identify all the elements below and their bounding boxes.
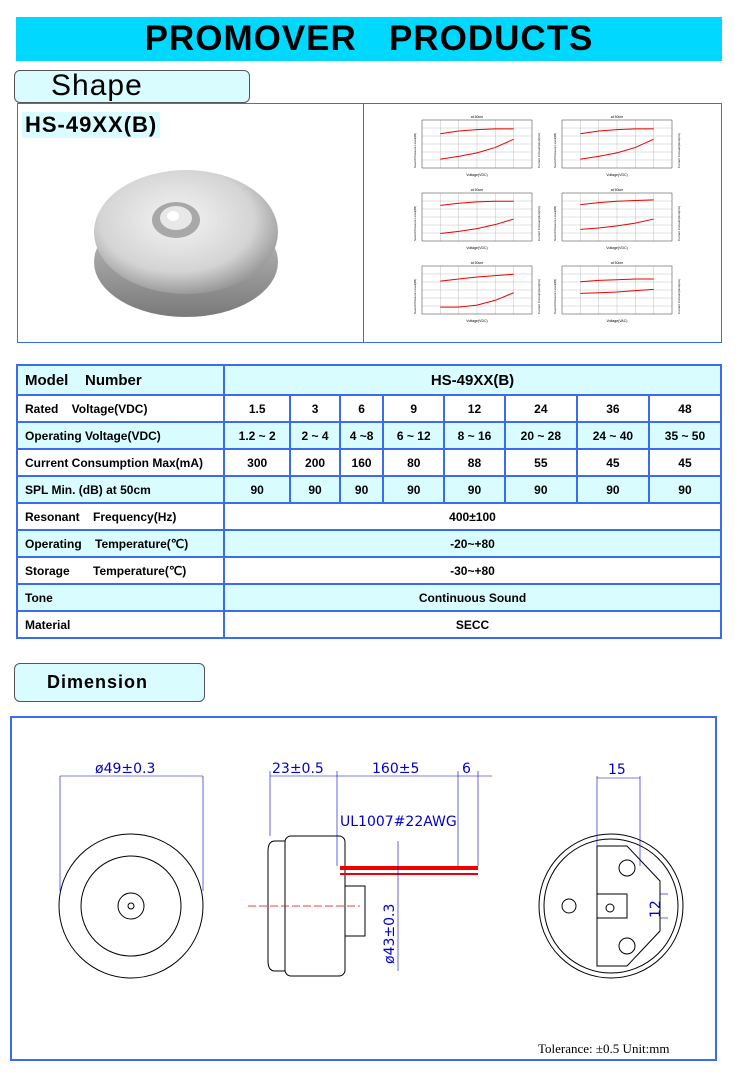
dimension-drawing bbox=[0, 716, 735, 1061]
row-value: 1.5 bbox=[224, 395, 290, 422]
graph-ylabel-right: Current Consumption(mA) bbox=[537, 205, 541, 241]
shape-section-tab bbox=[14, 70, 250, 103]
strip-length-label: 6 bbox=[462, 761, 471, 777]
row-value: 36 bbox=[577, 395, 649, 422]
performance-graphs bbox=[410, 112, 710, 337]
row-value: 3 bbox=[290, 395, 339, 422]
front-view bbox=[59, 761, 203, 978]
graph-xlabel: Voltage(VDC) bbox=[606, 246, 628, 250]
graph-ylabel-left: Sound Pressure Level(dB) bbox=[553, 132, 557, 168]
header-label: Model Number bbox=[17, 365, 224, 395]
graph-ylabel-left: Sound Pressure Level(dB) bbox=[553, 205, 557, 241]
row-label: Current Consumption Max(mA) bbox=[17, 449, 224, 476]
row-value: 24 bbox=[505, 395, 577, 422]
page-banner bbox=[16, 17, 722, 61]
graph-panel bbox=[413, 261, 541, 323]
graph-ylabel-right: Current Consumption(mA) bbox=[537, 132, 541, 168]
row-value: 9 bbox=[383, 395, 444, 422]
row-value: -20~+80 bbox=[224, 530, 721, 557]
row-value: 300 bbox=[224, 449, 290, 476]
row-value: 20 ~ 28 bbox=[505, 422, 577, 449]
row-label: Resonant Frequency(Hz) bbox=[17, 503, 224, 530]
table-row bbox=[17, 557, 721, 584]
graph-xlabel: Voltage(VDC) bbox=[466, 173, 488, 177]
model-title: HS-49XX(B) bbox=[22, 112, 160, 138]
graph-xlabel: Voltage(VDC) bbox=[606, 173, 628, 177]
graph-panel bbox=[413, 115, 541, 177]
lead-length-label: 160±5 bbox=[372, 761, 420, 777]
row-value: 48 bbox=[649, 395, 721, 422]
spec-table bbox=[16, 364, 722, 639]
dimension-tab-label: Dimension bbox=[47, 672, 149, 692]
row-value: 12 bbox=[444, 395, 505, 422]
row-value: 4 ~8 bbox=[340, 422, 384, 449]
graph-title: at 50cm bbox=[470, 261, 484, 265]
row-value: 90 bbox=[577, 476, 649, 503]
graph-ylabel-left: Sound Pressure Level(dB) bbox=[413, 278, 417, 314]
graph-panel bbox=[553, 188, 681, 250]
graph-title: at 50cm bbox=[610, 188, 624, 192]
graph-ylabel-right: Current Consumption(mA) bbox=[537, 278, 541, 314]
row-value: 400±100 bbox=[224, 503, 721, 530]
row-value: 55 bbox=[505, 449, 577, 476]
table-row bbox=[17, 476, 721, 503]
table-row bbox=[17, 611, 721, 638]
table-row bbox=[17, 584, 721, 611]
tolerance-note: Tolerance: ±0.5 Unit:mm bbox=[538, 1041, 670, 1056]
row-value: 45 bbox=[649, 449, 721, 476]
row-label: SPL Min. (dB) at 50cm bbox=[17, 476, 224, 503]
product-photo bbox=[80, 150, 290, 335]
wire-spec-label: UL1007#22AWG bbox=[340, 814, 457, 830]
row-value: 24 ~ 40 bbox=[577, 422, 649, 449]
graph-title: at 50cm bbox=[470, 115, 484, 119]
graph-title: at 50cm bbox=[610, 115, 624, 119]
dimension-section-tab bbox=[14, 663, 205, 702]
graph-xlabel: Voltage(VDC) bbox=[466, 246, 488, 250]
graph-xlabel: Voltage(VDC) bbox=[466, 319, 488, 323]
table-row bbox=[17, 530, 721, 557]
row-value: 1.2 ~ 2 bbox=[224, 422, 290, 449]
row-value: 90 bbox=[649, 476, 721, 503]
graph-title: at 50cm bbox=[470, 188, 484, 192]
graph-xlabel: Voltage(VAC) bbox=[606, 319, 628, 323]
side-view bbox=[248, 761, 492, 976]
row-value: -30~+80 bbox=[224, 557, 721, 584]
bracket-label: 12 bbox=[648, 900, 664, 918]
row-value: 6 ~ 12 bbox=[383, 422, 444, 449]
row-value: 88 bbox=[444, 449, 505, 476]
graph-panel bbox=[553, 261, 681, 323]
graph-panel bbox=[553, 115, 681, 177]
row-value: 8 ~ 16 bbox=[444, 422, 505, 449]
row-value: 90 bbox=[340, 476, 384, 503]
row-label: Operating Temperature(℃) bbox=[17, 530, 224, 557]
row-value: 45 bbox=[577, 449, 649, 476]
row-value: 90 bbox=[383, 476, 444, 503]
row-value: 90 bbox=[290, 476, 339, 503]
graph-panel bbox=[413, 188, 541, 250]
hole-pitch-label: 15 bbox=[608, 762, 626, 778]
row-value: 35 ~ 50 bbox=[649, 422, 721, 449]
row-value: 2 ~ 4 bbox=[290, 422, 339, 449]
back-view bbox=[539, 762, 683, 978]
table-row bbox=[17, 422, 721, 449]
row-value: 90 bbox=[224, 476, 290, 503]
graph-ylabel-right: Current Consumption(mA) bbox=[677, 205, 681, 241]
graph-ylabel-left: Sound Pressure Level(dB) bbox=[413, 205, 417, 241]
row-label: Tone bbox=[17, 584, 224, 611]
body-diameter-label: ø43±0.3 bbox=[382, 903, 398, 964]
table-row bbox=[17, 503, 721, 530]
table-row bbox=[17, 449, 721, 476]
table-header-row bbox=[17, 365, 721, 395]
row-value: Continuous Sound bbox=[224, 584, 721, 611]
banner-title: PROMOVER PRODUCTS bbox=[144, 19, 594, 58]
row-label: Material bbox=[17, 611, 224, 638]
shape-tab-label: Shape bbox=[51, 69, 143, 102]
row-label: Rated Voltage(VDC) bbox=[17, 395, 224, 422]
graph-ylabel-right: Current Consumption(mA) bbox=[677, 132, 681, 168]
row-value: 90 bbox=[444, 476, 505, 503]
header-value: HS-49XX(B) bbox=[224, 365, 721, 395]
shape-divider bbox=[363, 103, 364, 343]
depth-label: 23±0.5 bbox=[272, 761, 324, 777]
diameter-label: ø49±0.3 bbox=[95, 761, 156, 777]
graph-ylabel-left: Sound Pressure Level(dB) bbox=[413, 132, 417, 168]
row-value: SECC bbox=[224, 611, 721, 638]
row-value: 80 bbox=[383, 449, 444, 476]
row-label: Operating Voltage(VDC) bbox=[17, 422, 224, 449]
row-value: 6 bbox=[340, 395, 384, 422]
row-value: 200 bbox=[290, 449, 339, 476]
row-value: 90 bbox=[505, 476, 577, 503]
row-label: Storage Temperature(℃) bbox=[17, 557, 224, 584]
row-value: 160 bbox=[340, 449, 384, 476]
graph-ylabel-left: Sound Pressure Level(dB) bbox=[553, 278, 557, 314]
graph-title: at 50cm bbox=[610, 261, 624, 265]
graph-ylabel-right: Current Consumption(mA) bbox=[677, 278, 681, 314]
table-row bbox=[17, 395, 721, 422]
